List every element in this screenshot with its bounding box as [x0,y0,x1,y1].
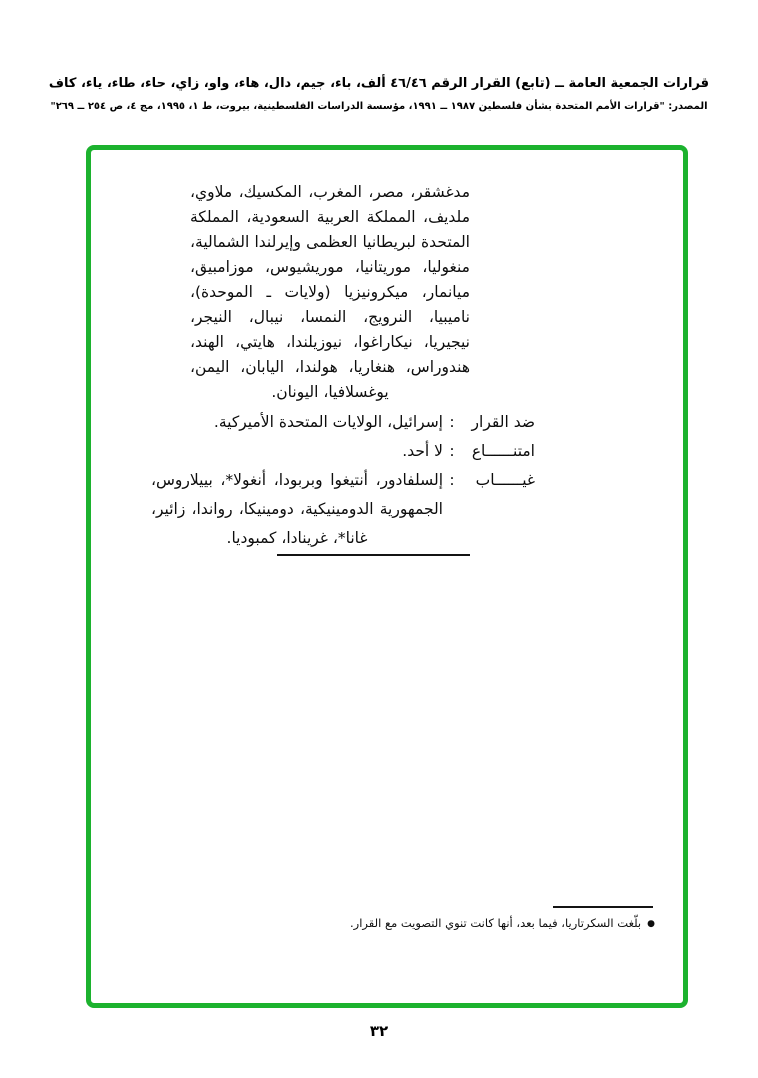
country-list-line: ناميبيا، النرويج، النمسا، نيبال، النيجر، [190,308,470,326]
country-list-line: يوغسلافيا، اليونان. [271,383,389,401]
page-header [40,74,718,114]
absent-line: الجمهورية الدومينيكية، دومينيكا، رواندا، زائير، [151,500,443,518]
vote-label-absent: غيــــــاب [475,471,535,489]
vote-row-abstain [135,437,535,466]
in-favour-country-list [190,180,470,405]
page-number: ٣٢ [369,1022,389,1040]
absent-line: إلسلفادور، أنتيغوا وبربودا، أنغولا*، بييلاروس، [151,471,443,489]
vote-colon: : [449,413,455,431]
vote-label-against: ضد القرار [471,413,535,431]
vote-row-against [135,408,535,437]
vote-colon: : [449,471,455,489]
vote-value-abstain: لا أحد. [402,442,443,460]
footnote-bullet-icon: ● [647,919,655,929]
vote-value-against: إسرائيل، الولايات المتحدة الأميركية. [213,413,443,431]
vote-colon: : [449,442,455,460]
country-list-line: ملديف، المملكة العربية السعودية، المملكة [190,208,470,226]
closing-rule [277,554,470,556]
header-source: المصدر: "قرارات الأمم المتحدة بشأن فلسطين ١٩٨٧ ــ ١٩٩١، مؤسسة الدراسات الفلسطينية، بيروت، ط ١، ١٩٩٥، مج ٤، ص ٢٥٤ ــ ٢٦٩" [50,101,708,112]
vote-row-absent [135,466,535,553]
vote-label-abstain: امتنــــــاع [471,442,535,460]
country-list-line: مدغشقر، مصر، المغرب، المكسيك، ملاوي، [190,183,470,201]
country-list-line: ميانمار، ميكرونيزيا (ولايات ـ الموحدة)، [190,283,470,301]
footnote-rule [553,906,653,908]
footnote-text: بلّغت السكرتاريا، فيما بعد، أنها كانت تنوي التصويت مع القرار. [350,916,642,930]
vote-results [135,408,535,553]
country-list-line: هندوراس، هنغاريا، هولندا، اليابان، اليمن، [190,358,470,376]
absent-line: غانا*، غرينادا، كمبوديا. [226,529,368,547]
country-list-line: المتحدة لبريطانيا العظمى وإيرلندا الشمالية، [190,233,470,251]
header-title: قرارات الجمعية العامة ــ (تابع) القرار الرقم ٤٦/٤٦ ألف، باء، جيم، دال، هاء، واو، زاي، حاء، طاء، ياء، كاف [48,76,710,91]
vote-value-absent [151,466,443,553]
country-list-line: نيجيريا، نيكاراغوا، نيوزيلندا، هايتي، الهند، [190,333,470,351]
footnote [287,914,655,933]
green-frame [86,145,688,1008]
country-list-line: منغوليا، موريتانيا، موريشيوس، موزامبيق، [190,258,470,276]
